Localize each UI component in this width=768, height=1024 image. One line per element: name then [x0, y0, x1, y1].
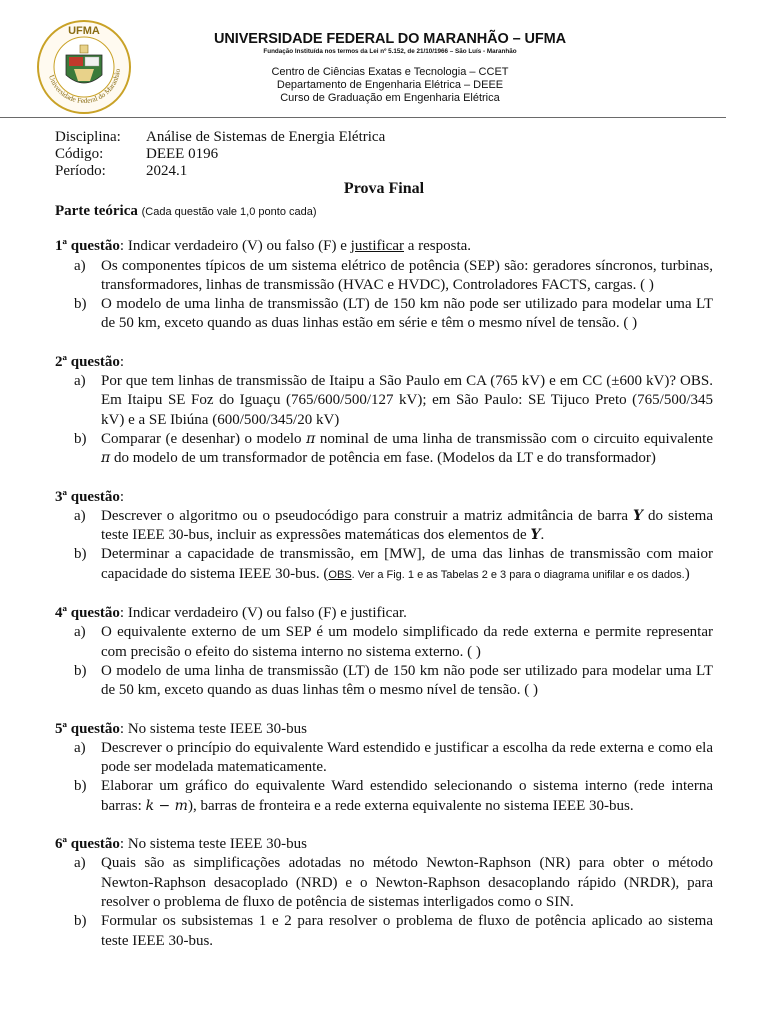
item-text [101, 777, 713, 816]
period-label: Período: [55, 163, 106, 179]
section-note: (Cada questão vale 1,0 ponto cada) [141, 206, 317, 218]
question-2-label: 2ª questão [55, 353, 120, 370]
question-3-item-b [55, 545, 713, 585]
item-text [101, 545, 713, 585]
item-label: b) [74, 296, 87, 313]
question-1 [55, 237, 713, 333]
obs-label: OBS [328, 568, 352, 581]
question-3-text: : [119, 488, 125, 505]
question-3 [55, 488, 713, 585]
exam-content [55, 202, 713, 951]
text-part: Comparar (e desenhar) o modelo [101, 430, 307, 447]
text-part: ) [684, 565, 690, 582]
item-label: a) [74, 507, 86, 524]
question-1-item-a [55, 257, 713, 296]
y-matrix-symbol: Y [633, 507, 644, 524]
obs-note: . Ver a Fig. 1 e as Tabelas 2 e 3 para o diagrama unifilar e os dados. [351, 568, 685, 581]
foundation-note: Fundação Instituída nos termos da Lei nº 5.152, de 21/10/1966 – São Luís - Maranhão [263, 48, 517, 55]
question-1-label: 1ª questão [55, 238, 120, 255]
university-name: UNIVERSIDADE FEDERAL DO MARANHÃO – UFMA [214, 31, 566, 47]
question-6-item-a [55, 854, 713, 912]
center-name: Centro de Ciências Exatas e Tecnologia – CCET [271, 66, 509, 78]
item-text [101, 507, 713, 546]
question-5 [55, 720, 713, 816]
question-2-text: : [119, 353, 125, 370]
item-text: O modelo de uma linha de transmissão (LT) de 150 km não pode ser utilizado para modelar uma LT de 50 km, exceto quando as duas linhas têm o mesmo nível de tensão. ( ) [101, 662, 713, 699]
item-label: a) [74, 739, 86, 756]
math-expression: k − m [145, 797, 188, 814]
question-1-text: : Indicar verdadeiro (V) ou falso (F) e [119, 238, 351, 255]
item-label: a) [74, 373, 86, 390]
question-2 [55, 353, 713, 469]
section-heading [55, 202, 713, 222]
item-label: a) [74, 257, 86, 274]
question-6-label: 6ª questão [55, 836, 120, 853]
item-label: b) [74, 662, 87, 679]
question-1-underlined: justificar [350, 238, 404, 255]
item-text: O equivalente externo de um SEP é um modelo simplificado da rede externa e permite representar com precisão o efeito do sistema interno no sistema externo. ( ) [101, 624, 713, 660]
text-part: Determinar a capacidade de transmissão, em [MW], de uma das linhas de transmissão com maior capacidade do sistema IEEE 30-bus. ( [101, 546, 713, 582]
question-2-item-a [55, 372, 713, 430]
code-label: Código: [55, 146, 104, 162]
question-4-label: 4ª questão [55, 605, 120, 622]
code-value: DEEE 0196 [146, 146, 219, 162]
item-text [101, 430, 713, 469]
item-label: a) [74, 855, 86, 872]
item-text: Quais são as simplificações adotadas no método Newton-Raphson (NR) para obter o método Newton-Raphson desacoplado (NRD) e o Newton-Raphson desacoplando rápido (NRDR), para resolver o problema de fluxo de potência de sistemas interligados como o SIN. [101, 855, 713, 910]
item-text: O modelo de uma linha de transmissão (LT) de 150 km não pode ser utilizado para modelar uma LT de 50 km, exceto quando as duas linhas estão em série e têm o mesmo nível de tensão. ( ) [101, 296, 713, 332]
ufma-logo [36, 19, 132, 115]
item-label: a) [74, 624, 86, 641]
course-name: Curso de Graduação em Engenharia Elétrica [280, 92, 500, 104]
item-label: b) [74, 430, 87, 447]
question-2-item-b [55, 430, 713, 469]
question-3-item-a [55, 507, 713, 546]
item-label: b) [74, 913, 87, 930]
pi-symbol: π [101, 450, 111, 467]
discipline-label: Disciplina: [55, 129, 121, 145]
logo-ring-text: Universidade Federal do Maranhão [47, 68, 122, 106]
question-6 [55, 835, 713, 951]
question-6-text: : No sistema teste IEEE 30-bus [119, 836, 307, 853]
text-part: nominal de uma linha de transmissão com o circuito equivalente [315, 430, 713, 447]
item-label: b) [74, 546, 87, 563]
item-text: Descrever o princípio do equivalente Ward estendido e justificar a escolha da rede externa e como ela pode ser modelada matematicamente. [101, 739, 713, 776]
text-part: Descrever o algoritmo ou o pseudocódigo para construir a matriz admitância de barra [101, 507, 634, 524]
question-5-item-b [55, 777, 713, 816]
question-5-item-a [55, 739, 713, 778]
pi-symbol: π [306, 430, 316, 447]
department-name: Departamento de Engenharia Elétrica – DEEE [276, 79, 504, 91]
discipline-value: Análise de Sistemas de Energia Elétrica [146, 129, 386, 145]
question-4-item-a [55, 623, 713, 662]
period-value: 2024.1 [146, 163, 188, 179]
text-part: Elaborar um gráfico do equivalente Ward estendido selecionando o sistema interno (rede interna barras: [101, 778, 713, 814]
question-1-item-b [55, 295, 713, 334]
logo-acronym: UFMA [68, 25, 100, 37]
item-text: Formular os subsistemas 1 e 2 para resolver o problema de fluxo de potência aplicado ao sistema teste IEEE 30-bus. [101, 913, 713, 949]
question-1-text-end: a resposta. [404, 238, 472, 255]
item-text: Os componentes típicos de um sistema elétrico de potência (SEP) são: geradores síncronos, turbinas, transformadores, linhas de transmissão (HVAC e HVDC), Controladores FACTS, cargas. ( ) [101, 257, 713, 293]
item-label: b) [74, 778, 87, 795]
y-matrix-symbol: Y [530, 527, 541, 544]
text-part: ), barras de fronteira e a rede externa equivalente no sistema IEEE 30-bus. [187, 797, 634, 814]
header-divider [0, 117, 726, 118]
question-4-item-b [55, 662, 713, 701]
question-5-label: 5ª questão [55, 720, 120, 737]
question-4 [55, 604, 713, 700]
text-part: . [540, 527, 545, 544]
question-6-item-b [55, 912, 713, 951]
question-3-label: 3ª questão [55, 488, 120, 505]
question-5-text: : No sistema teste IEEE 30-bus [119, 720, 307, 737]
exam-title: Prova Final [343, 180, 425, 197]
question-4-text: : Indicar verdadeiro (V) ou falso (F) e justificar. [119, 605, 407, 622]
text-part: do sistema teste IEEE 30-bus, incluir as expressões matemáticas dos elementos de [101, 507, 713, 544]
text-part: do modelo de um transformador de potência em fase. (Modelos da LT e do transformador) [110, 450, 656, 467]
item-text: Por que tem linhas de transmissão de Itaipu a São Paulo em CA (765 kV) e em CC (±600 kV)? OBS. Em Itaipu SE Foz do Iguaçu (765/600/500/127 kV); em São Paulo: SE Tijuco Preto (765/500/345 kV) e a SE Ibiúna (600/500/345/20 kV) [101, 373, 713, 428]
section-label: Parte teórica [55, 203, 138, 219]
